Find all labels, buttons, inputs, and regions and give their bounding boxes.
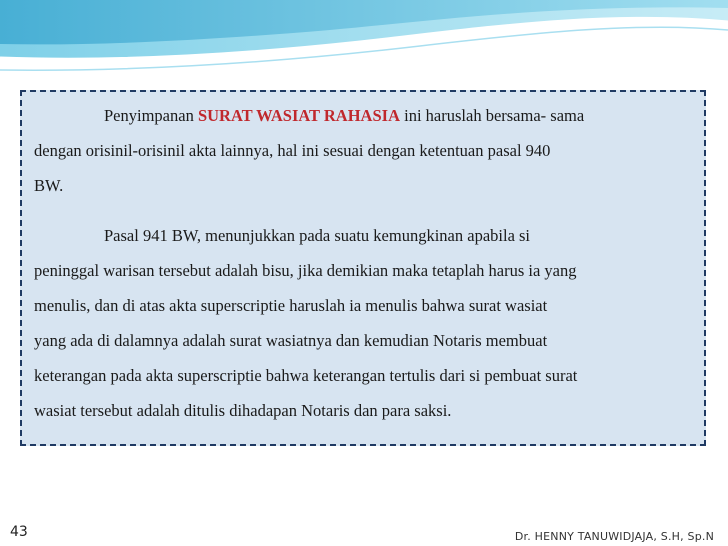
- text-segment: Pasal 941 BW, menunjukkan pada suatu kemungkinan apabila si: [104, 226, 531, 245]
- paragraph-2-line-1: [34, 218, 694, 253]
- text-segment: Penyimpanan: [104, 106, 198, 125]
- content-box: [20, 90, 706, 446]
- text-segment: ini haruslah bersama- sama: [400, 106, 585, 125]
- paragraph-2-line-3: menulis, dan di atas akta superscriptie haruslah ia menulis bahwa surat wasiat: [34, 296, 548, 315]
- slide-number: 43: [10, 524, 28, 540]
- paragraph-2: [34, 218, 694, 428]
- paragraph-2-line-4: yang ada di dalamnya adalah surat wasiatnya dan kemudian Notaris membuat: [34, 331, 548, 350]
- paragraph-1-line-1: [34, 98, 694, 133]
- paragraph-1: [34, 98, 694, 203]
- paragraph-2-line-6: wasiat tersebut adalah ditulis dihadapan Notaris dan para saksi.: [34, 401, 452, 420]
- paragraph-1-line-2: dengan orisinil-orisinil akta lainnya, hal ini sesuai dengan ketentuan pasal 940: [34, 141, 551, 160]
- paragraph-2-line-2: peninggal warisan tersebut adalah bisu, jika demikian maka tetaplah harus ia yang: [34, 261, 577, 280]
- paragraph-1-line-3: BW.: [34, 176, 64, 195]
- header-wave-decoration: [0, 0, 728, 80]
- paragraph-2-line-5: keterangan pada akta superscriptie bahwa keterangan tertulis dari si pembuat surat: [34, 366, 578, 385]
- author-footer: Dr. HENNY TANUWIDJAJA, S.H, Sp.N: [514, 530, 714, 543]
- highlight-text: SURAT WASIAT RAHASIA: [197, 106, 400, 125]
